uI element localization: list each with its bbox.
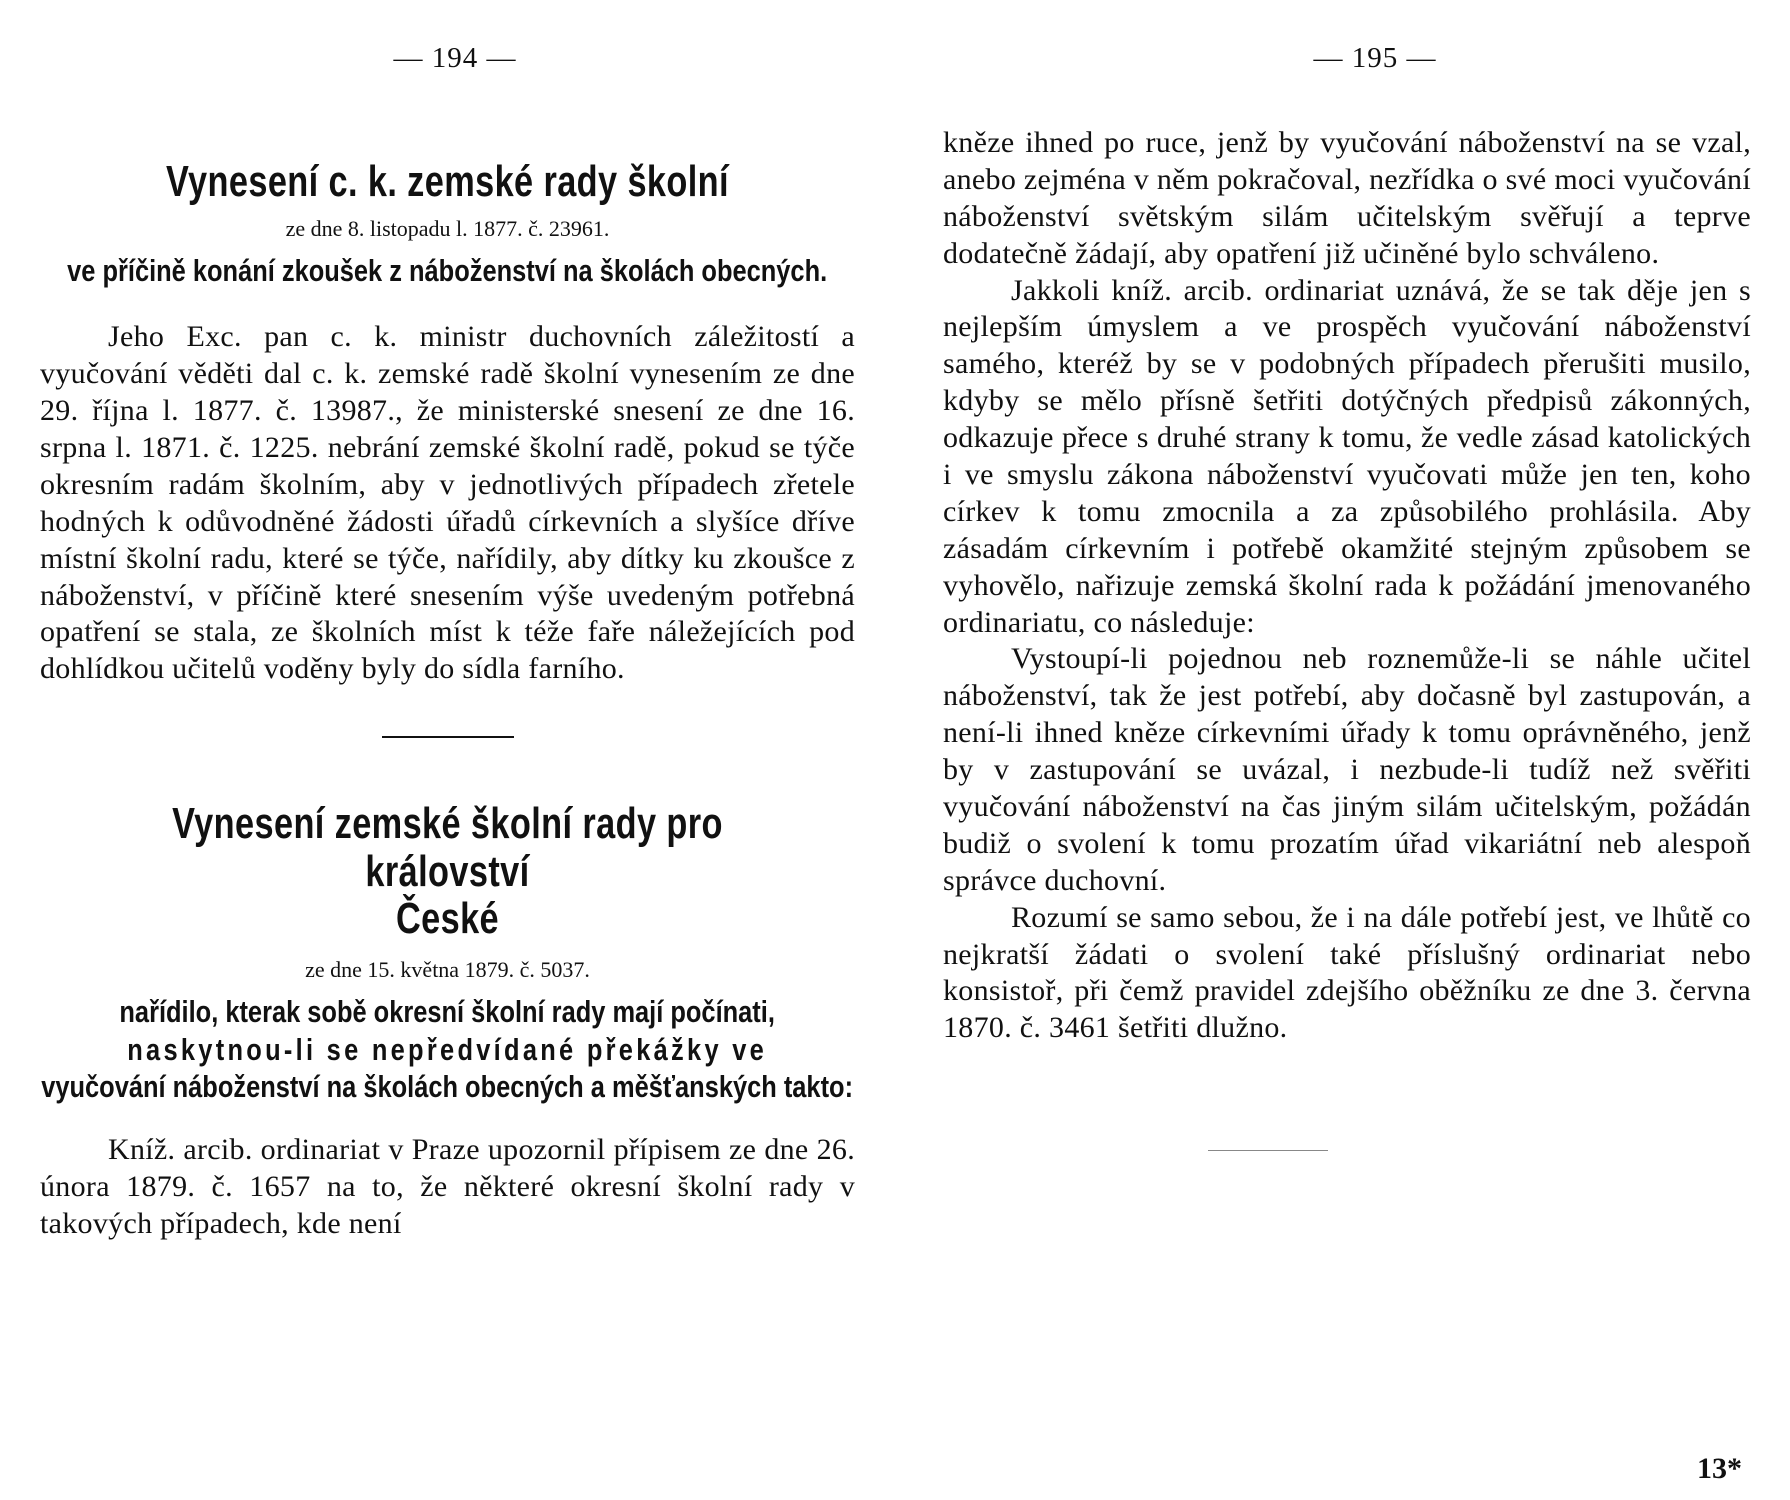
paragraph-substitution: Vystoupí-li pojednou neb roznemůže-li se náhle učitel náboženství, tak že jest potřebí, aby dočasně byl zastupován, a není-li ihned kněze církevními úřady k tomu oprávněného, jenž by v zastupování se uvázal, i nezbude-li tudíž než svěřiti vyučování náboženství na čas jiným silám učitelským, požádán budiž o svolení k tomu prozatím úřad vikariátní neb alespoň správce duchovní.	[943, 642, 1751, 897]
paragraph-approval: Rozumí se samo sebou, že i na dále potřebí jest, ve lhůtě co nejkratší žádati o svolení také příslušný ordinariat nebo konsistoř, při čemž pravidel zdejšího oběžníku ze dne 3. června 1870. č. 3461 šetřiti dlužno.	[943, 900, 1751, 1045]
section-divider	[382, 736, 514, 738]
decree-date-2: ze dne 15. května 1879. č. 5037.	[305, 956, 590, 982]
decree-body-2: Kníž. arcib. ordinariat v Praze upozornil přípisem ze dne 26. února 1879. č. 1657 na to, že některé okresní školní rady v takových případech, kde není	[40, 1133, 855, 1240]
right-column	[943, 125, 1751, 1047]
decree-subject-2-line1: nařídilo, kterak sobě okresní školní rady mají počínati,	[119, 993, 776, 1029]
left-column	[40, 158, 855, 1243]
end-rule	[1208, 1150, 1328, 1151]
decree-title-1: Vynesení c. k. zemské rady školní	[166, 157, 729, 206]
paragraph-continuation: kněze ihned po ruce, jenž by vyučování náboženství na se vzal, anebo zejména v něm pokračoval, nezřídka o své moci vyučování náboženství světským silám učitelským svěřují a teprve dodatečně žádají, aby opatření již učiněné bylo schváleno.	[943, 126, 1751, 270]
decree-subject-1: ve příčině konání zkoušek z náboženství na školách obecných.	[67, 252, 828, 288]
decree-subject-2-line2: naskytnou-li se nepředvídané překážky ve	[127, 1031, 768, 1067]
signature-mark: 13*	[1697, 1452, 1742, 1485]
decree-title-2-line1: Vynesení zemské školní rady pro království	[172, 799, 723, 896]
paragraph-ordinariat: Jakkoli kníž. arcib. ordinariat uznává, že se tak děje jen s nejlepším úmyslem a ve prospěch vyučování náboženství samého, kteréž by se v podobných případech přerušiti musilo, kdyby se mělo přísně šetřiti dotýčných předpisů zákonných, odkazuje přece s druhé strany k tomu, že vedle zásad katolických i ve smyslu zákona náboženství vyučovati může jen ten, koho církev k tomu zmocnila a za způsobilého prohlásila. Aby zásadám církevním i potřebě okamžité stejným způsobem se vyhovělo, nařizuje zemská školní rada k požádání jmenovaného ordinariatu, co následuje:	[943, 273, 1751, 639]
decree-subject-2-line3: vyučování náboženství na školách obecných a měšťanských takto:	[41, 1069, 854, 1105]
decree-body-1: Jeho Exc. pan c. k. ministr duchovních záležitostí a vyučování věděti dal c. k. zemské radě školní vynesením ze dne 29. října l. 1877. č. 13987., že ministerské snesení ze dne 16. srpna l. 1871. č. 1225. nebrání zemské školní radě, pokud se týče okresním radám školním, aby v jednotlivých případech zřetele hodných k odůvodněné žádosti úřadů církevních a slyšíce dříve místní školní radu, které se týče, nařídily, aby dítky ku zkoušce z náboženství, v příčině které snesením výše uvedeným potřebná opatření se stala, ze školních míst k téže faře náležejících pod dohlídkou učitelů voděny byly do sídla farního.	[40, 320, 855, 686]
decree-title-2-line2: České	[395, 894, 500, 944]
page-number-right: — 195 —	[1313, 42, 1437, 74]
page-number-left: — 194 —	[393, 42, 517, 74]
right-page	[895, 0, 1790, 1500]
decree-date-1: ze dne 8. listopadu l. 1877. č. 23961.	[285, 215, 610, 241]
